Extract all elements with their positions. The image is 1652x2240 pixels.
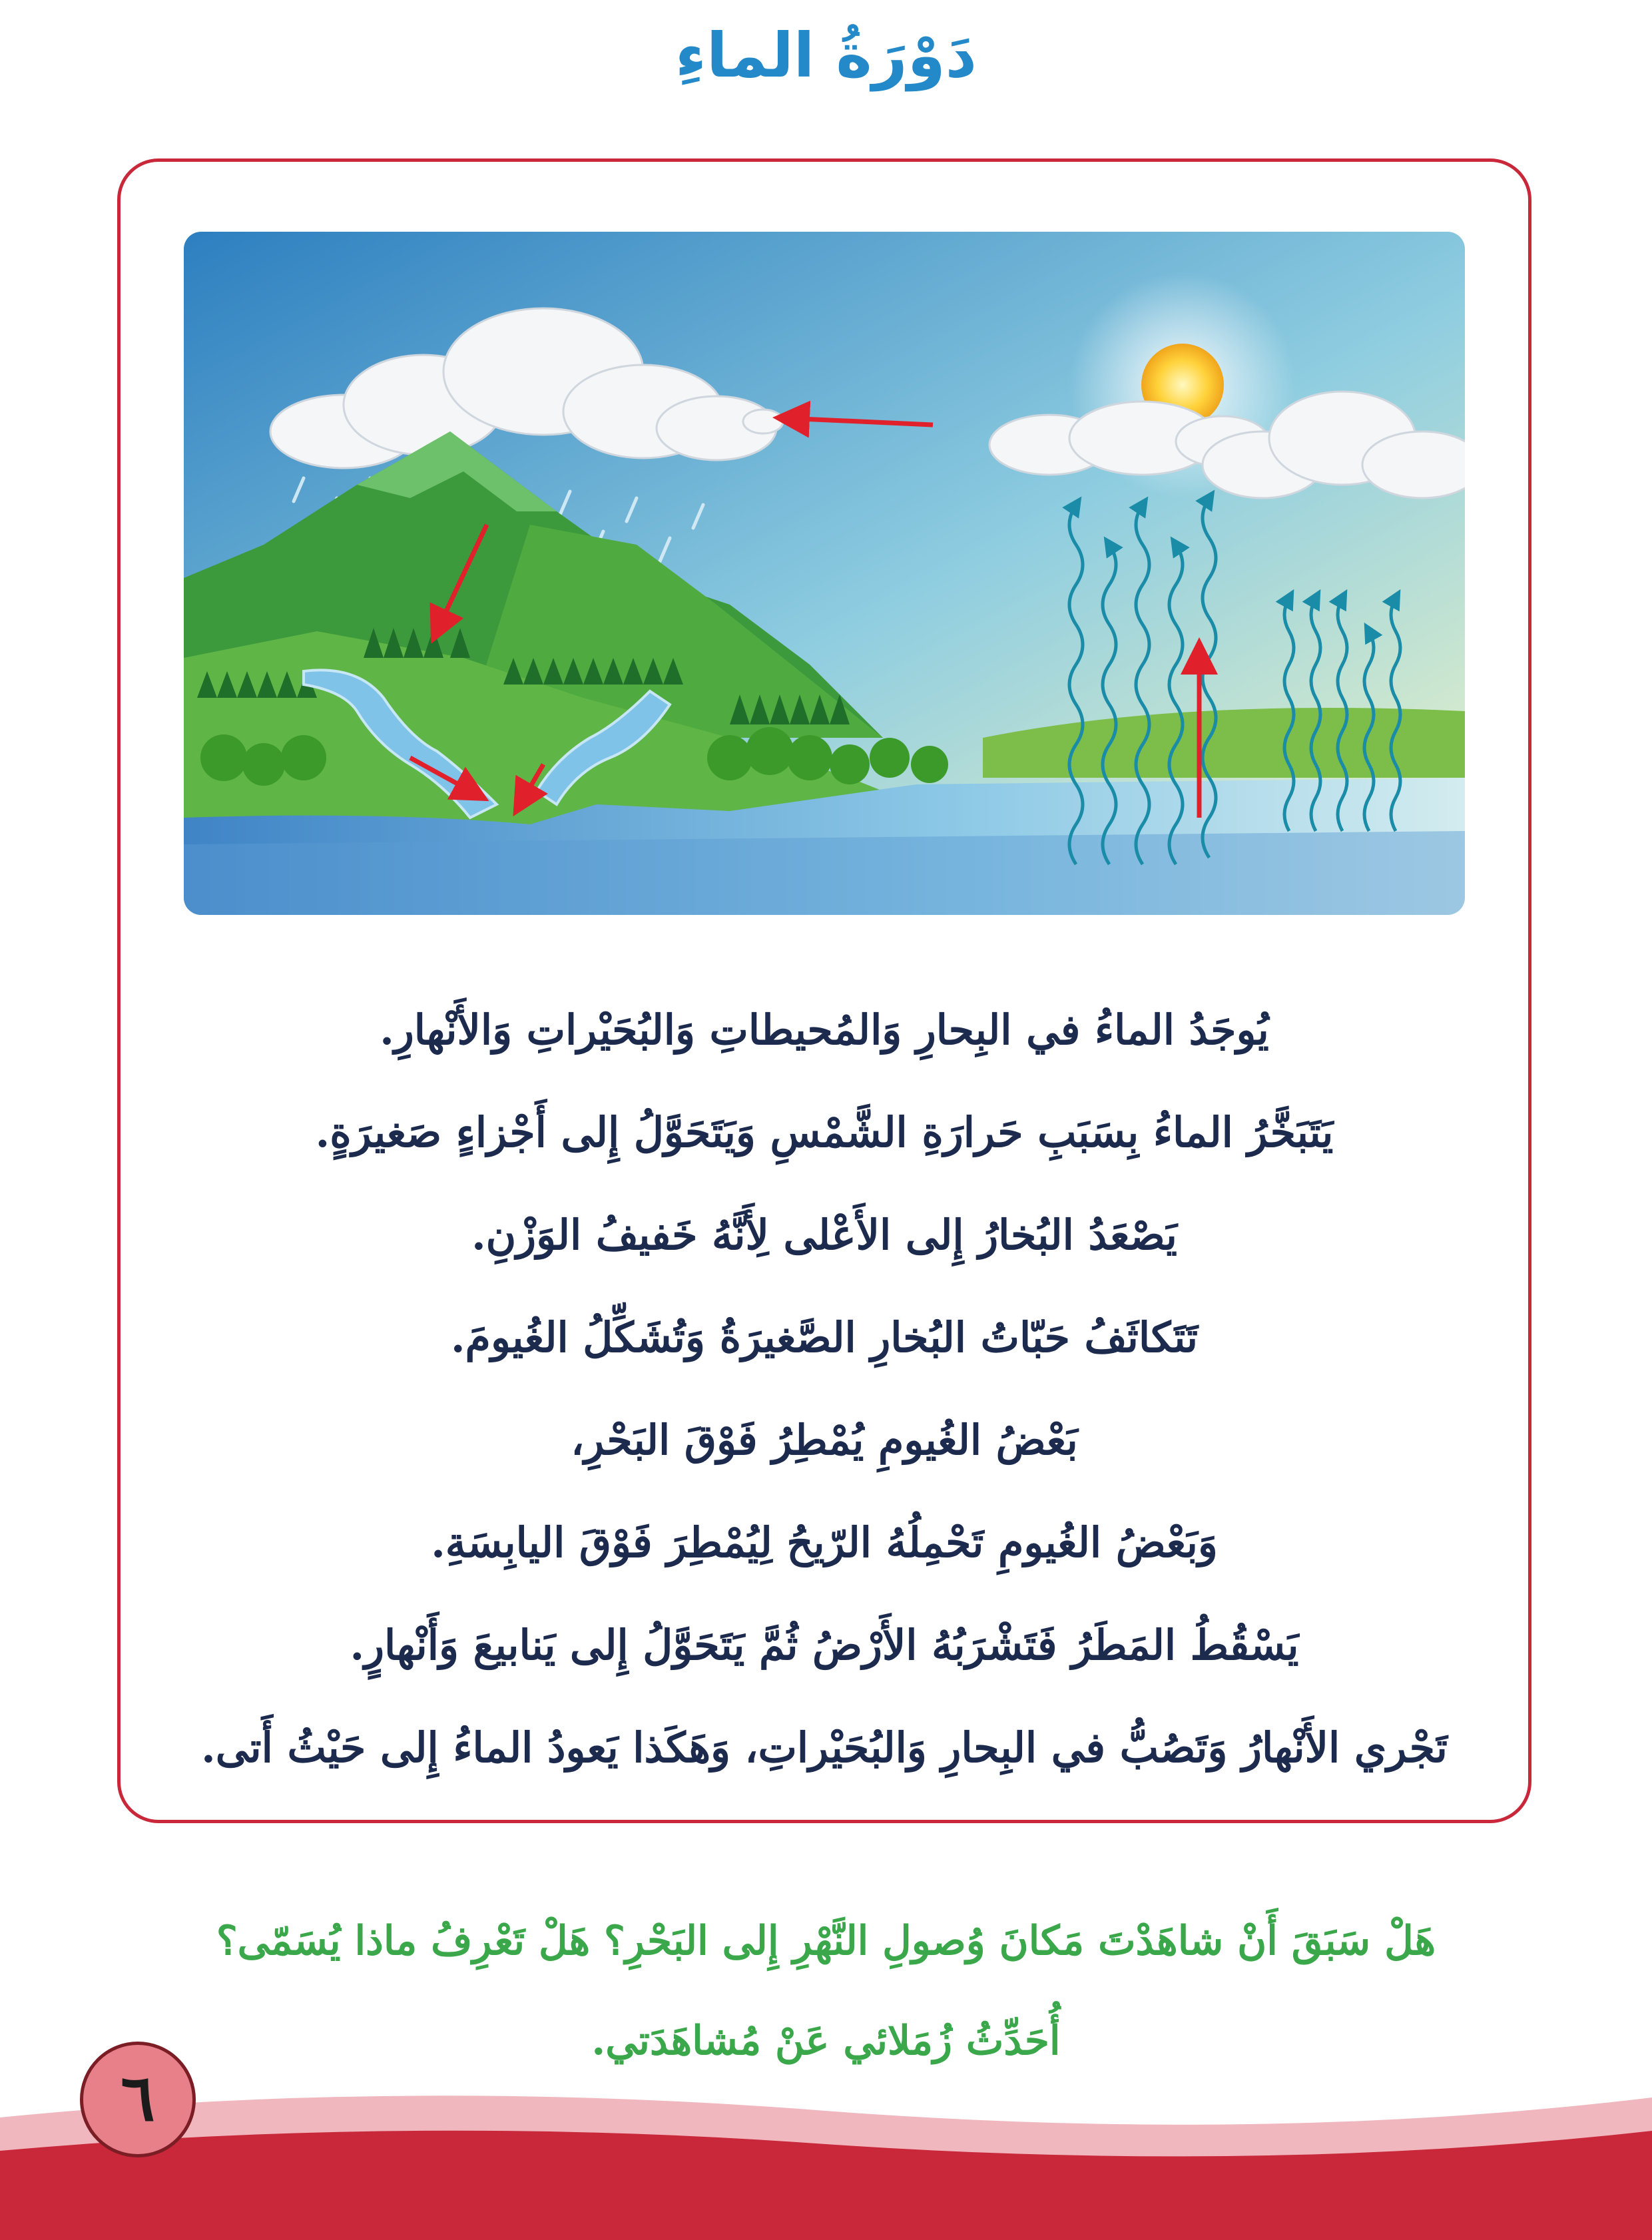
footer-wave xyxy=(0,2051,1652,2240)
body-text xyxy=(153,979,1496,1799)
text-line: يَسْقُطُ المَطَرُ فَتَشْرَبُهُ الأَرْضُ ثُمَّ يَتَحَوَّلُ إِلى يَنابيعَ وَأَنْهارٍ. xyxy=(350,1621,1299,1669)
text-line: تَتَكاثَفُ حَبّاتُ البُخارِ الصَّغيرَةُ وَتُشَكِّلُ الغُيومَ. xyxy=(450,1313,1199,1362)
text-line: وَبَعْضُ الغُيومِ تَحْمِلُهُ الرّيحُ لِيُمْطِرَ فَوْقَ اليابِسَةِ. xyxy=(431,1518,1218,1567)
page-title: دَوْرَةُ الماءِ xyxy=(675,20,977,91)
page-number: ٦ xyxy=(80,2042,196,2157)
text-line: يَتَبَخَّرُ الماءُ بِسَبَبِ حَرارَةِ الشَّمْسِ وَيَتَحَوَّلُ إِلى أَجْزاءٍ صَغيرَةٍ. xyxy=(315,1108,1334,1157)
water-cycle-illustration xyxy=(184,232,1465,915)
text-line: بَعْضُ الغُيومِ يُمْطِرُ فَوْقَ البَحْرِ، xyxy=(571,1416,1078,1464)
text-line: تَجْري الأَنْهارُ وَتَصُبُّ في البِحارِ وَالبُحَيْراتِ، وَهَكَذا يَعودُ الماءُ إِلى حَيْثُ أَتى. xyxy=(201,1723,1448,1772)
text-line: يَصْعَدُ البُخارُ إِلى الأَعْلى لِأَنَّهُ خَفيفُ الوَزْنِ. xyxy=(471,1211,1177,1259)
question-line: هَلْ سَبَقَ أَنْ شاهَدْتَ مَكانَ وُصولِ النَّهْرِ إِلى البَحْرِ؟ هَلْ تَعْرِفُ ماذا يُسَمّى؟ xyxy=(216,1918,1436,1964)
text-line: يُوجَدُ الماءُ في البِحارِ وَالمُحيطاتِ وَالبُحَيْراتِ وَالأَنْهارِ. xyxy=(380,1005,1269,1054)
question-line: أُحَدِّثُ زُمَلائي عَنْ مُشاهَدَتي. xyxy=(591,2018,1061,2064)
